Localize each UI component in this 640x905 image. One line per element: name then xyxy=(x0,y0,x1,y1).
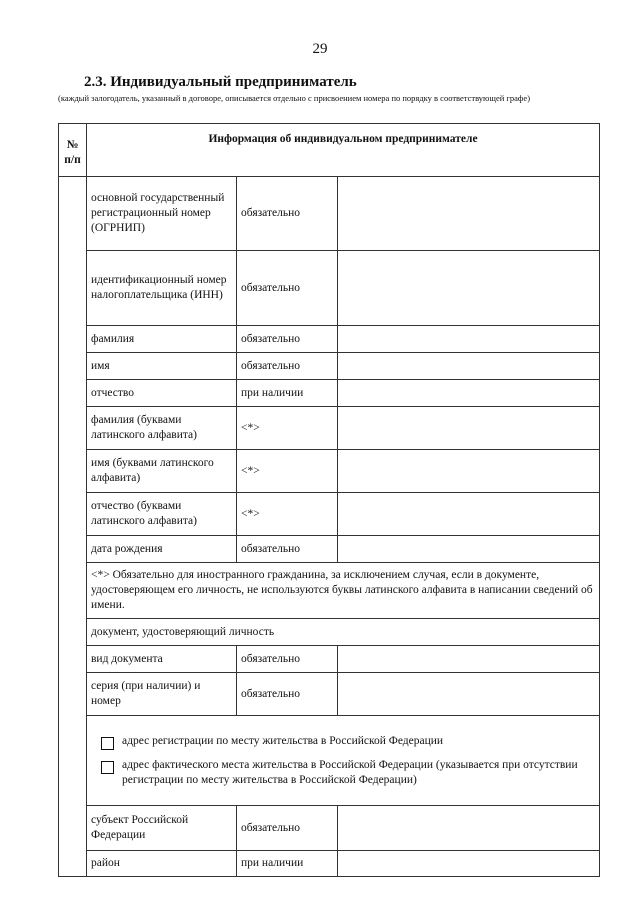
value-cell[interactable] xyxy=(338,493,600,536)
requirement-label: при наличии xyxy=(237,851,338,877)
field-label: серия (при наличии) и номер xyxy=(87,673,237,716)
requirement-label: <*> xyxy=(237,493,338,536)
requirement-label: обязательно xyxy=(237,536,338,563)
table-row xyxy=(59,251,600,326)
field-label: район xyxy=(87,851,237,877)
table-row xyxy=(59,450,600,493)
requirement-label: обязательно xyxy=(237,251,338,326)
field-label: фамилия xyxy=(87,326,237,353)
address-option-label: адрес регистрации по месту жительства в Российской Федерации xyxy=(122,734,444,747)
registration-address-checkbox[interactable] xyxy=(101,737,114,750)
table-row xyxy=(59,536,600,563)
value-cell[interactable] xyxy=(338,251,600,326)
table-row xyxy=(59,353,600,380)
requirement-label: обязательно xyxy=(237,673,338,716)
table-row xyxy=(59,326,600,353)
table-row xyxy=(59,407,600,450)
section-title: 2.3. Индивидуальный предприниматель xyxy=(84,74,357,90)
field-label: субъект Российской Федерации xyxy=(87,806,237,851)
requirement-label: <*> xyxy=(237,407,338,450)
table-row xyxy=(59,851,600,877)
requirement-label: <*> xyxy=(237,450,338,493)
requirement-label: обязательно xyxy=(237,353,338,380)
value-cell[interactable] xyxy=(338,407,600,450)
table-row xyxy=(59,380,600,407)
requirement-label: обязательно xyxy=(237,177,338,251)
field-label: фамилия (буквами латинского алфавита) xyxy=(87,407,237,450)
footnote-text: <*> Обязательно для иностранного гражданина, за исключением случая, если в документе, удостоверяющем его личность, не используются буквы латинского алфавита в написании сведений об имени. xyxy=(87,563,600,619)
requirement-label: обязательно xyxy=(237,646,338,673)
table-row xyxy=(59,806,600,851)
footnote-row xyxy=(59,563,600,619)
value-cell[interactable] xyxy=(338,536,600,563)
table-row xyxy=(59,493,600,536)
value-cell[interactable] xyxy=(338,806,600,851)
value-cell[interactable] xyxy=(338,851,600,877)
field-label: идентификационный номер налогоплательщика (ИНН) xyxy=(87,251,237,326)
requirement-label: обязательно xyxy=(237,806,338,851)
field-label: основной государственный регистрационный номер (ОГРНИП) xyxy=(87,177,237,251)
value-cell[interactable] xyxy=(338,177,600,251)
field-label: дата рождения xyxy=(87,536,237,563)
page-number: 29 xyxy=(312,41,328,57)
form-table xyxy=(58,123,600,877)
address-option-label: адрес фактического места жительства в Российской Федерации (указывается при отсутствии регистрации по месту жительства в Российской Федерации) xyxy=(122,758,578,786)
address-options-cell xyxy=(87,716,600,806)
field-label: имя xyxy=(87,353,237,380)
row-number-cell xyxy=(59,177,87,877)
field-label: отчество xyxy=(87,380,237,407)
table-header-row xyxy=(59,124,600,177)
table-row xyxy=(59,673,600,716)
id-document-header-row xyxy=(59,619,600,646)
address-option xyxy=(91,758,595,788)
value-cell[interactable] xyxy=(338,380,600,407)
header-number: № п/п xyxy=(59,124,87,177)
table-row xyxy=(59,177,600,251)
address-option xyxy=(91,734,595,750)
field-label: имя (буквами латинского алфавита) xyxy=(87,450,237,493)
address-options-row xyxy=(59,716,600,806)
value-cell[interactable] xyxy=(338,646,600,673)
id-document-header: документ, удостоверяющий личность xyxy=(87,619,600,646)
header-info: Информация об индивидуальном предпринимателе xyxy=(87,124,600,177)
value-cell[interactable] xyxy=(338,450,600,493)
actual-address-checkbox[interactable] xyxy=(101,761,114,774)
value-cell[interactable] xyxy=(338,353,600,380)
table-row xyxy=(59,646,600,673)
section-note: (каждый залогодатель, указанный в договоре, описывается отдельно с присвоением номера по порядку в соответствующей графе) xyxy=(58,93,531,103)
field-label: вид документа xyxy=(87,646,237,673)
value-cell[interactable] xyxy=(338,673,600,716)
value-cell[interactable] xyxy=(338,326,600,353)
requirement-label: обязательно xyxy=(237,326,338,353)
field-label: отчество (буквами латинского алфавита) xyxy=(87,493,237,536)
requirement-label: при наличии xyxy=(237,380,338,407)
